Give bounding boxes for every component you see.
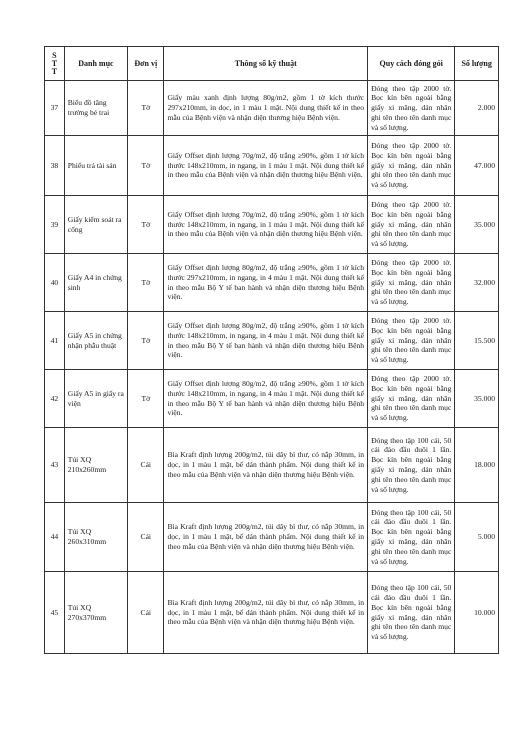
header-unit: Đơn vị	[128, 47, 164, 81]
table-row	[45, 370, 499, 428]
row-stt: 41	[45, 312, 65, 370]
row-pack: Đóng theo tập 2000 tờ. Bọc kín bên ngoài bằng giấy xi măng, dán nhãn ghi tên theo tên danh mục và số lượng.	[368, 196, 455, 254]
row-stt: 45	[45, 572, 65, 654]
row-unit: Tờ	[128, 81, 164, 136]
row-unit: Tờ	[128, 312, 164, 370]
row-name: Giấy A5 in giấy ra viện	[64, 370, 127, 428]
row-spec: Giấy Offset định lượng 80g/m2, độ trắng ≥90%, gồm 1 tờ kích thước 148x210mm, in ngang, in 4 màu 1 mặt. Nội dung thiết kế in theo mẫu Bộ Y tế ban hành và nhận diện thương hiệu Bệnh viện.	[164, 370, 368, 428]
row-unit: Tờ	[128, 196, 164, 254]
row-stt: 40	[45, 254, 65, 312]
row-qty: 47.000	[455, 136, 499, 196]
row-spec: Giấy Offset định lượng 80g/m2, độ trắng ≥90%, gồm 1 tờ kích thước 148x210mm, in ngang, in 4 màu 1 mặt. Nội dung thiết kế in theo mẫu Bộ Y tế ban hành và nhận diện thương hiệu Bệnh viện.	[164, 312, 368, 370]
row-qty: 2.000	[455, 81, 499, 136]
row-unit: Tờ	[128, 370, 164, 428]
table-row	[45, 196, 499, 254]
row-stt: 38	[45, 136, 65, 196]
header-qty: Số lượng	[455, 47, 499, 81]
row-stt: 37	[45, 81, 65, 136]
row-spec: Bìa Kraft định lượng 200g/m2, túi dây bì thư, có nắp 30mm, in dọc, in 1 màu 1 mặt, bế dán thành phẩm. Nội dung thiết kế in theo mẫu của Bệnh viện và nhận diện thương hiệu Bệnh viện.	[164, 428, 368, 503]
row-spec: Giấy Offset định lượng 80g/m2, độ trắng ≥90%, gồm 1 tờ kích thước 297x210mm, in ngang, in 4 màu 1 mặt. Nội dung thiết kế in theo mẫu Bộ Y tế ban hành và nhận diện thương hiệu Bệnh viện.	[164, 254, 368, 312]
row-name: Giấy kiểm soát ra cổng	[64, 196, 127, 254]
row-pack: Đóng theo tập 2000 tờ. Bọc kín bên ngoài bằng giấy xi măng, dán nhãn ghi tên theo tên danh mục và số lượng.	[368, 81, 455, 136]
row-stt: 44	[45, 503, 65, 572]
row-spec: Bìa Kraft định lượng 200g/m2, túi dây bì thư, có nắp 30mm, in dọc, in 1 màu 1 mặt, bế dán thành phẩm. Nội dung thiết kế in theo mẫu của Bệnh viện và nhận diện thương hiệu Bệnh viện.	[164, 503, 368, 572]
row-pack: Đóng theo tập 2000 tờ. Bọc kín bên ngoài bằng giấy xi măng, dán nhãn ghi tên theo tên danh mục và số lượng.	[368, 312, 455, 370]
row-spec: Giấy Offset định lượng 70g/m2, độ trắng ≥90%, gồm 1 tờ kích thước 148x210mm, in ngang, in 1 màu 1 mặt. Nội dung thiết kế in theo mẫu của Bệnh viện và nhận diện thương hiệu Bệnh viện.	[164, 196, 368, 254]
row-pack: Đóng theo tập 100 cái, 50 cái đảo đầu đuôi 1 lần. Bọc kín bên ngoài bằng giấy xi măng, dán nhãn ghi tên theo tên danh mục và số lượng.	[368, 503, 455, 572]
row-pack: Đóng theo tập 100 cái, 50 cái đảo đầu đuôi 1 lần. Bọc kín bên ngoài bằng giấy xi măng, dán nhãn ghi tên theo tên danh mục và số lượng.	[368, 428, 455, 503]
row-unit: Cái	[128, 428, 164, 503]
row-stt: 43	[45, 428, 65, 503]
header-name: Danh mục	[64, 47, 127, 81]
row-pack: Đóng theo tập 2000 tờ. Bọc kín bên ngoài bằng giấy xi măng, dán nhãn ghi tên theo tên danh mục và số lượng.	[368, 254, 455, 312]
table-row	[45, 428, 499, 503]
row-name: Túi XQ 260x310mm	[64, 503, 127, 572]
row-spec: Giấy Offset định lượng 70g/m2, độ trắng ≥90%, gồm 1 tờ kích thước 148x210mm, in ngang, in 1 màu 1 mặt. Nội dung thiết kế in theo mẫu của Bệnh viện và nhận diện thương hiệu Bệnh viện.	[164, 136, 368, 196]
row-pack: Đóng theo tập 100 cái, 50 cái đảo đầu đuôi 1 lần. Bọc kín bên ngoài bằng giấy xi măng, dán nhãn ghi tên theo tên danh mục và số lượng.	[368, 572, 455, 654]
row-qty: 35.000	[455, 370, 499, 428]
row-qty: 10.000	[455, 572, 499, 654]
row-name: Giấy A5 in chứng nhận phẫu thuật	[64, 312, 127, 370]
row-qty: 35.000	[455, 196, 499, 254]
row-unit: Cái	[128, 503, 164, 572]
row-name: Túi XQ 270x370mm	[64, 572, 127, 654]
row-pack: Đóng theo tập 2000 tờ. Bọc kín bên ngoài bằng giấy xi măng, dán nhãn ghi tên theo tên danh mục và số lượng.	[368, 370, 455, 428]
table-row	[45, 572, 499, 654]
row-unit: Tờ	[128, 254, 164, 312]
header-pack: Quy cách đóng gói	[368, 47, 455, 81]
table-row	[45, 136, 499, 196]
header-stt: S T T	[45, 47, 65, 81]
row-spec: Bìa Kraft định lượng 200g/m2, túi dây bì thư, có nắp 30mm, in dọc, in 1 màu 1 mặt, bế dán thành phẩm. Nội dung thiết kế in theo mẫu của Bệnh viện và nhận diện thương hiệu Bệnh viện.	[164, 572, 368, 654]
row-name: Phiếu trả tài sản	[64, 136, 127, 196]
table-row	[45, 312, 499, 370]
row-name: Biểu đồ tăng trưởng bé trai	[64, 81, 127, 136]
row-qty: 5.000	[455, 503, 499, 572]
row-qty: 32.000	[455, 254, 499, 312]
table-row	[45, 254, 499, 312]
row-qty: 15.500	[455, 312, 499, 370]
row-pack: Đóng theo tập 2000 tờ. Bọc kín bên ngoài bằng giấy xi măng, dán nhãn ghi tên theo tên danh mục và số lượng.	[368, 136, 455, 196]
header-spec: Thông số kỹ thuật	[164, 47, 368, 81]
specification-table	[44, 46, 499, 654]
row-qty: 18.000	[455, 428, 499, 503]
row-spec: Giấy màu xanh định lượng 80g/m2, gồm 1 tờ kích thước 297x210mm, in dọc, in 1 màu 1 mặt. Nội dung thiết kế in theo mẫu của Bệnh viện và nhận diện thương hiệu Bệnh viện.	[164, 81, 368, 136]
row-stt: 39	[45, 196, 65, 254]
row-unit: Tờ	[128, 136, 164, 196]
row-name: Giấy A4 in chứng sinh	[64, 254, 127, 312]
row-name: Túi XQ 210x260mm	[64, 428, 127, 503]
table-row	[45, 81, 499, 136]
table-row	[45, 503, 499, 572]
table-header-row	[45, 47, 499, 81]
row-unit: Cái	[128, 572, 164, 654]
row-stt: 42	[45, 370, 65, 428]
